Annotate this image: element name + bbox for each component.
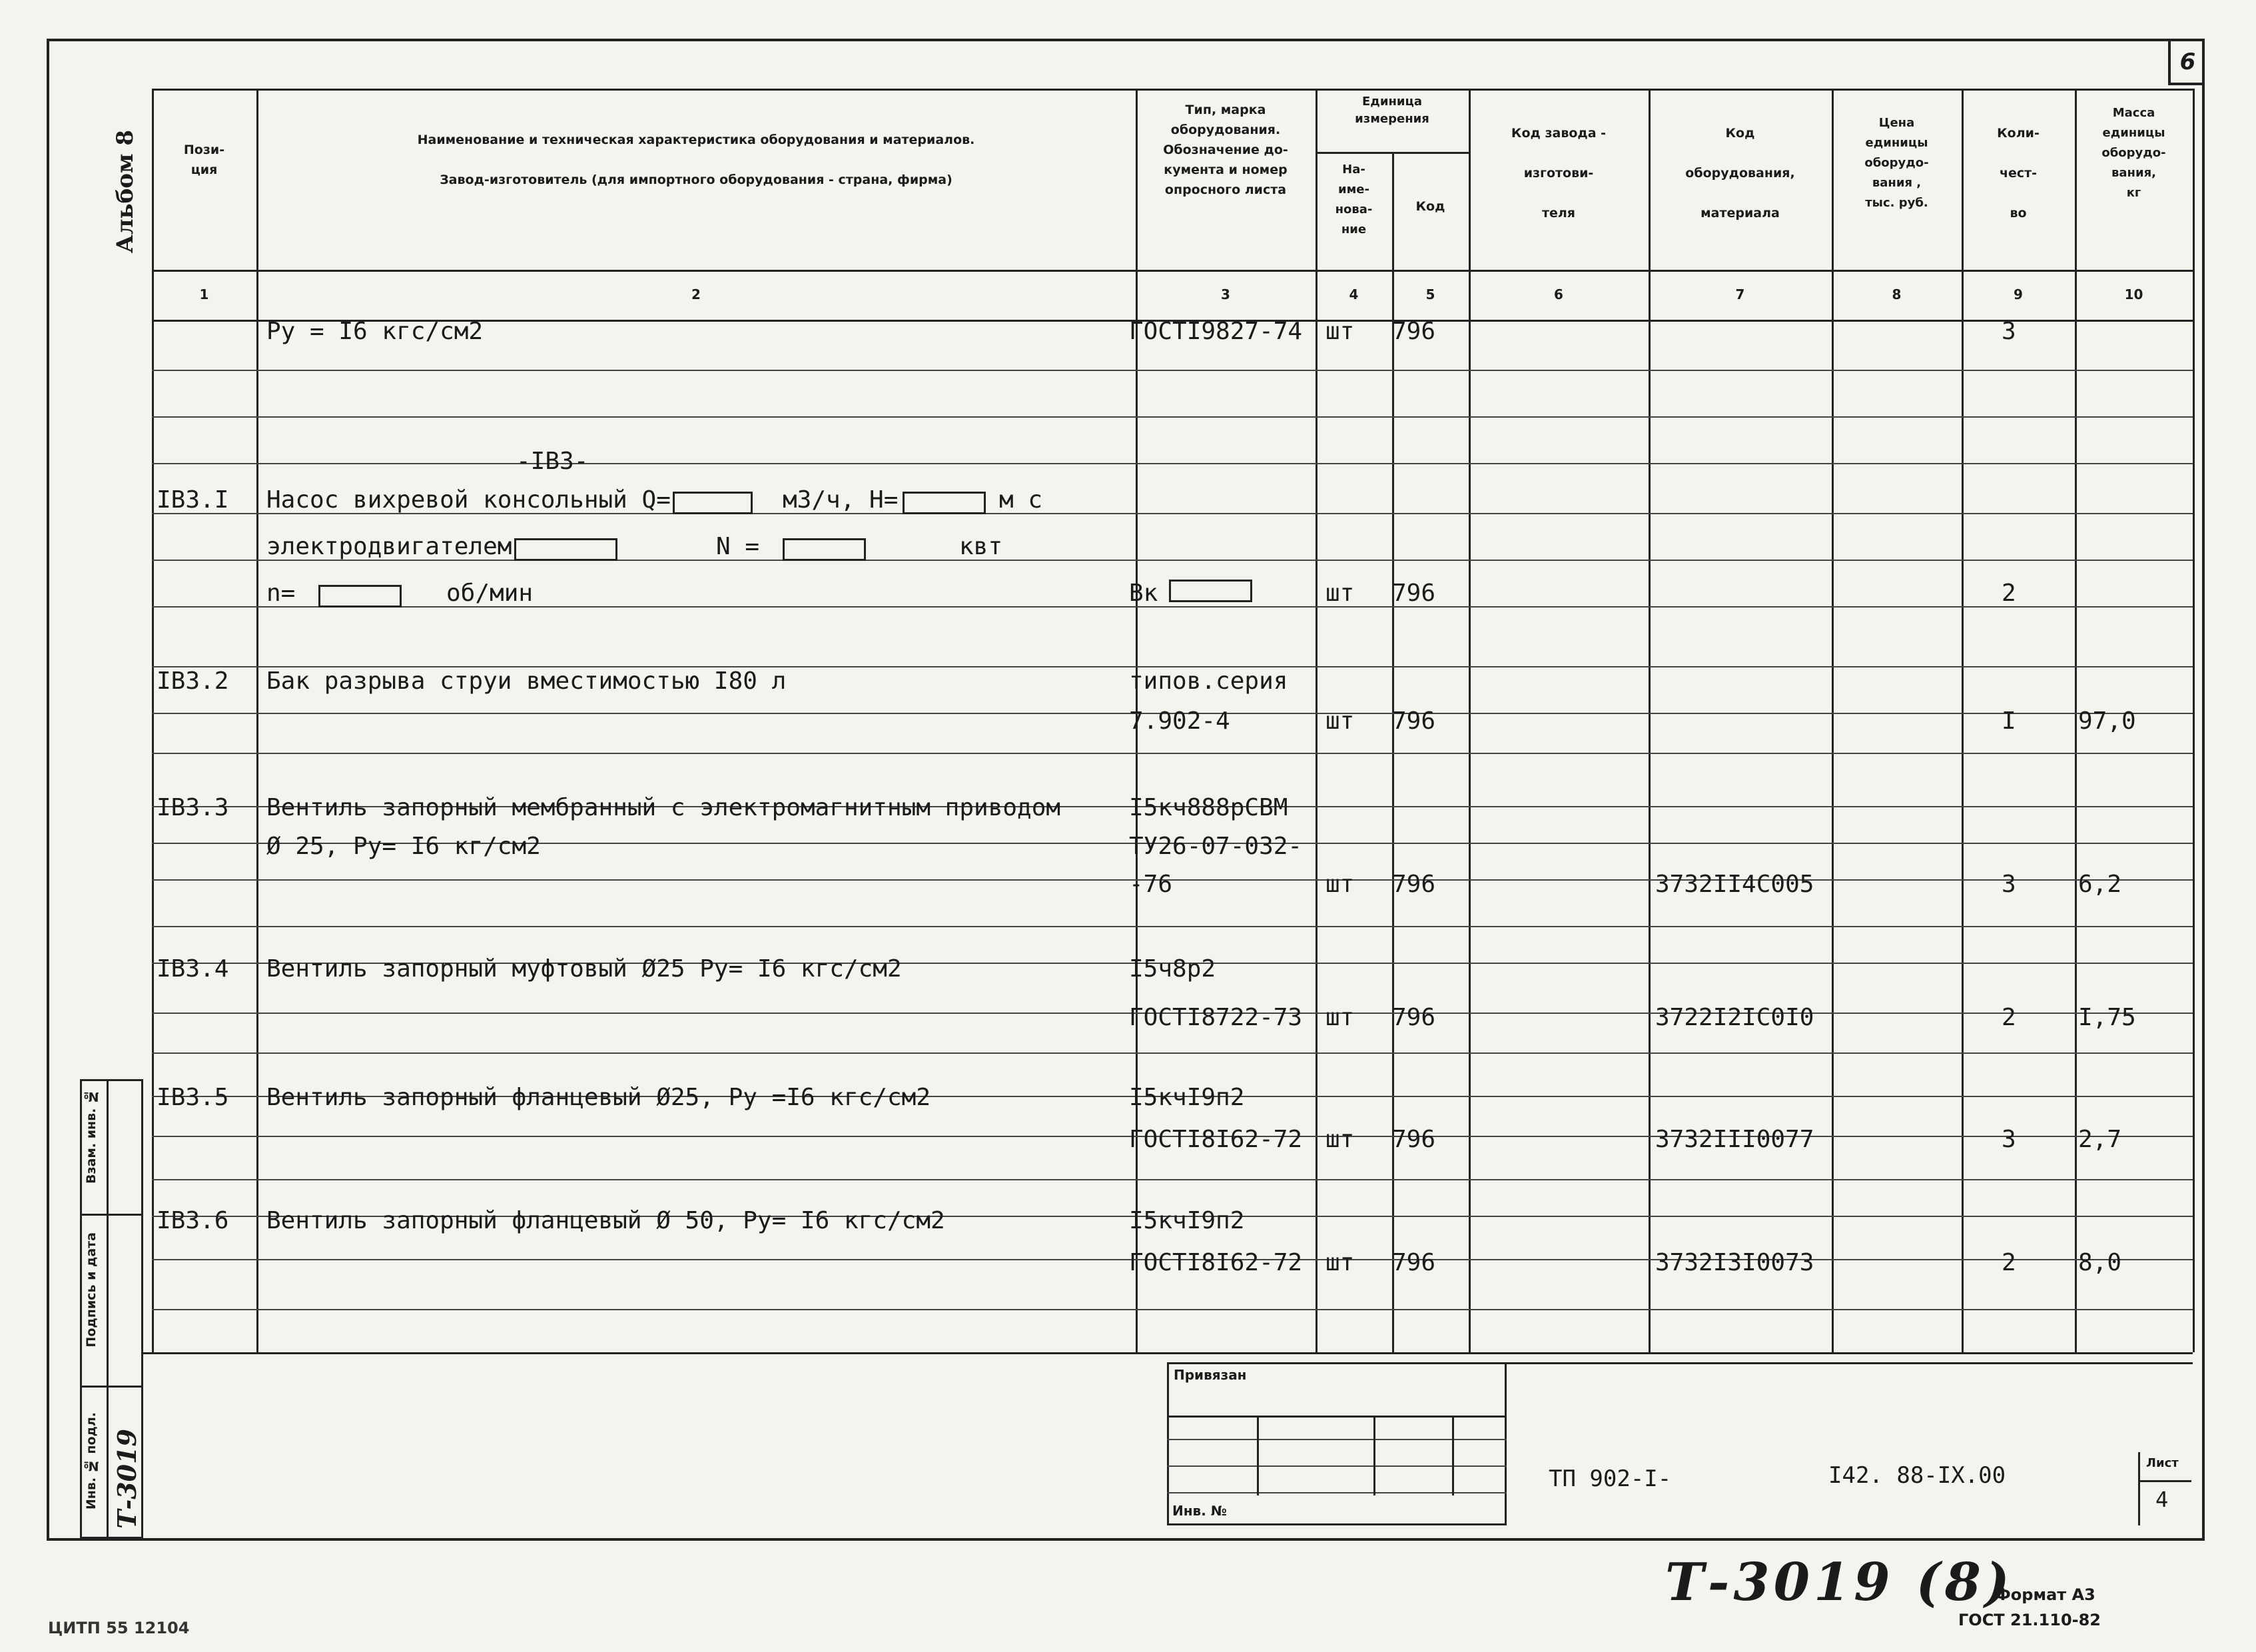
unit-group-header: Единица измерения	[1355, 95, 1429, 126]
quantity-cell: 3	[2002, 318, 2016, 345]
column-header-5: Код	[1415, 199, 1445, 214]
type-cell: I5кчI9п2	[1129, 1207, 1245, 1234]
column-number-1: 1	[199, 286, 209, 302]
sheet-corner-number: 6	[2168, 39, 2205, 85]
signature-date-field: Подпись и дата	[84, 1232, 99, 1348]
quantity-cell: I	[2002, 707, 2016, 735]
print-code: ЦИТП 55 12104	[48, 1619, 190, 1637]
inv-original-value: Т-3019	[112, 1429, 142, 1529]
unit-name-cell: шт	[1325, 871, 1355, 898]
handwritten-archive-number: Т-3019 (8)	[1665, 1552, 2014, 1613]
name-cell: м с	[999, 486, 1043, 514]
gost-label: ГОСТ 21.110-82	[1958, 1611, 2101, 1629]
inv-original-field: Инв. № подл.	[84, 1412, 99, 1510]
mass-cell: 97,0	[2078, 707, 2136, 735]
name-cell: Py = I6 кгс/см2	[266, 318, 484, 345]
name-cell: Вентиль запорный фланцевый Ø 50, Py= I6 кгс/см2	[266, 1207, 945, 1234]
inv-number-label: Инв. №	[1172, 1503, 1227, 1519]
mass-cell: 6,2	[2078, 871, 2122, 898]
blank-field	[514, 538, 617, 561]
name-cell: электродвигателем	[266, 533, 512, 560]
mass-cell: 8,0	[2078, 1249, 2122, 1276]
type-cell: I5кч888рСВМ	[1129, 794, 1288, 821]
unit-name-cell: шт	[1325, 1249, 1355, 1276]
unit-code-cell: 796	[1392, 580, 1436, 607]
material-code-cell: 3732II4C005	[1655, 871, 1814, 898]
name-cell: Вентиль запорный фланцевый Ø25, Py =I6 кгс/см2	[266, 1084, 931, 1111]
column-number-5: 5	[1425, 286, 1435, 302]
position-cell: IB3.5	[157, 1084, 229, 1111]
column-number-2: 2	[691, 286, 701, 302]
unit-name-cell: шт	[1325, 1126, 1355, 1153]
name-cell: N =	[716, 533, 760, 560]
type-cell: -76	[1129, 871, 1173, 898]
unit-code-cell: 796	[1392, 1249, 1436, 1276]
name-cell: n=	[266, 580, 296, 607]
column-header-6: Код завода - изготови- теля	[1511, 126, 1607, 220]
column-number-3: 3	[1221, 286, 1230, 302]
blank-field	[673, 492, 753, 514]
drawing-frame	[47, 39, 2205, 1541]
type-cell: типов.серия	[1129, 667, 1288, 695]
mass-cell: I,75	[2078, 1004, 2136, 1031]
quantity-cell: 2	[2002, 1249, 2016, 1276]
name-cell: Бак разрыва струи вместимостью I80 л	[266, 667, 787, 695]
unit-name-cell: шт	[1325, 1004, 1355, 1031]
column-header-1: Пози- ция	[183, 143, 225, 177]
type-cell: ГОСТI8722-73	[1129, 1004, 1303, 1031]
unit-code-cell: 796	[1392, 1126, 1436, 1153]
position-cell: IB3.6	[157, 1207, 229, 1234]
sheet-label: Лист	[2146, 1456, 2179, 1470]
position-cell: IB3.3	[157, 794, 229, 821]
column-header-2: Наименование и техническая характеристика оборудования и материалов. Завод-изготовитель (для импортного оборудования - страна, фирма)	[417, 133, 975, 187]
quantity-cell: 2	[2002, 580, 2016, 607]
column-header-7: Код оборудования, материала	[1685, 126, 1795, 220]
type-cell: I5кчI9п2	[1129, 1084, 1245, 1111]
type-cell: Вк	[1129, 580, 1158, 607]
unit-name-cell: шт	[1325, 318, 1355, 345]
unit-code-cell: 796	[1392, 871, 1436, 898]
type-cell: ГОСТI8I62-72	[1129, 1126, 1303, 1153]
column-number-10: 10	[2124, 286, 2143, 302]
blank-field	[903, 492, 986, 514]
position-cell: IB3.I	[157, 486, 229, 514]
unit-name-cell: шт	[1325, 580, 1355, 607]
name-cell: квт	[959, 533, 1003, 560]
column-number-7: 7	[1735, 286, 1745, 302]
column-number-9: 9	[2014, 286, 2023, 302]
document-code-b: I42. 88-IX.00	[1828, 1462, 2006, 1489]
column-number-4: 4	[1349, 286, 1359, 302]
column-number-8: 8	[1892, 286, 1902, 302]
material-code-cell: 3722I2IC0I0	[1655, 1004, 1814, 1031]
name-cell: м3/ч, Н=	[783, 486, 899, 514]
title-block	[1167, 1362, 1507, 1525]
quantity-cell: 3	[2002, 871, 2016, 898]
document-code-a: ТП 902-I-	[1549, 1465, 1672, 1492]
blank-field	[783, 538, 866, 561]
material-code-cell: 3732I3I0073	[1655, 1249, 1814, 1276]
column-header-3: Тип, марка оборудования. Обозначение до- кумента и номер опросного листа	[1163, 103, 1288, 197]
unit-code-cell: 796	[1392, 1004, 1436, 1031]
name-cell: Вентиль запорный мембранный с электромагнитным приводом	[266, 794, 1061, 821]
position-cell: IB3.4	[157, 955, 229, 983]
bound-label: Привязан	[1174, 1367, 1247, 1383]
name-cell: Насос вихревой консольный Q=	[266, 486, 671, 514]
type-cell: ТУ26-07-032-	[1129, 833, 1303, 860]
format-label: Формат А3	[1995, 1585, 2095, 1604]
material-code-cell: 3732III0077	[1655, 1126, 1814, 1153]
blank-field	[318, 585, 402, 608]
column-number-6: 6	[1554, 286, 1563, 302]
type-cell: ГОСТI8I62-72	[1129, 1249, 1303, 1276]
quantity-cell: 3	[2002, 1126, 2016, 1153]
quantity-cell: 2	[2002, 1004, 2016, 1031]
type-cell: ГОСТI9827-74	[1129, 318, 1303, 345]
name-cell: Вентиль запорный муфтовый Ø25 Py= I6 кгс/см2	[266, 955, 902, 983]
sheet-number: 4	[2155, 1487, 2169, 1512]
column-header-9: Коли- чест- во	[1997, 126, 2040, 220]
unit-code-cell: 796	[1392, 707, 1436, 735]
unit-name-cell: шт	[1325, 707, 1355, 735]
name-cell: Ø 25, Py= I6 кг/см2	[266, 833, 541, 860]
mass-cell: 2,7	[2078, 1126, 2122, 1153]
name-cell: об/мин	[446, 580, 534, 607]
column-header-4: На- име- нова- ние	[1335, 163, 1373, 236]
column-header-8: Цена единицы оборудо- вания , тыс. руб.	[1864, 116, 1929, 210]
type-cell: I5ч8р2	[1129, 955, 1216, 983]
position-cell: IB3.2	[157, 667, 229, 695]
blank-field	[1169, 580, 1252, 602]
album-label: Альбом 8	[112, 130, 139, 254]
replace-inv-field: Взам. инв. №	[84, 1089, 99, 1184]
unit-code-cell: 796	[1392, 318, 1436, 345]
column-header-10: Масса единицы оборудо- вания, кг	[2101, 106, 2166, 200]
section-label: -IB3-	[516, 448, 589, 475]
type-cell: 7.902-4	[1129, 707, 1230, 735]
